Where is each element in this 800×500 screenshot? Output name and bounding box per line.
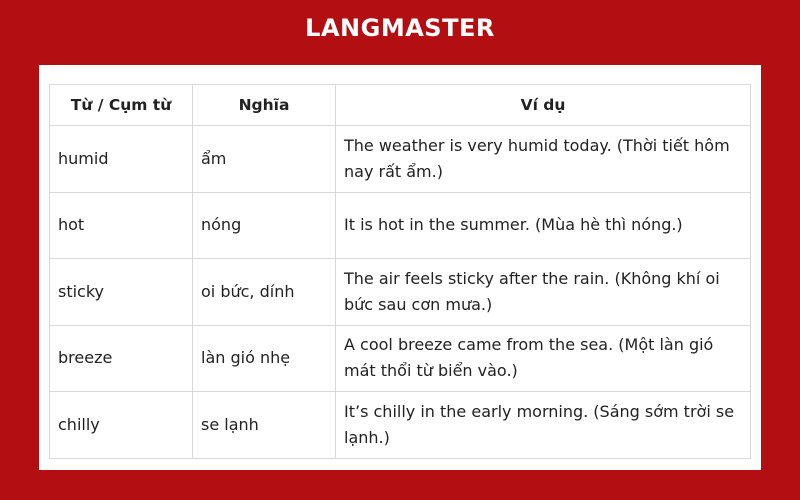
table-row bbox=[50, 126, 751, 193]
column-header-meaning: Nghĩa bbox=[193, 85, 336, 126]
word-cell: chilly bbox=[50, 392, 193, 459]
meaning-cell: ẩm bbox=[193, 126, 336, 193]
word-cell: humid bbox=[50, 126, 193, 193]
example-cell: The weather is very humid today. (Thời tiết hôm nay rất ẩm.) bbox=[336, 126, 751, 193]
meaning-cell: se lạnh bbox=[193, 392, 336, 459]
example-cell: It’s chilly in the early morning. (Sáng sớm trời se lạnh.) bbox=[336, 392, 751, 459]
table-row bbox=[50, 259, 751, 326]
brand-logo: LANGMASTER bbox=[305, 14, 495, 42]
table-header-row bbox=[50, 85, 751, 126]
word-cell: sticky bbox=[50, 259, 193, 326]
meaning-cell: oi bức, dính bbox=[193, 259, 336, 326]
table-row bbox=[50, 392, 751, 459]
vocabulary-card bbox=[39, 65, 761, 470]
meaning-cell: làn gió nhẹ bbox=[193, 325, 336, 392]
example-cell: The air feels sticky after the rain. (Không khí oi bức sau cơn mưa.) bbox=[336, 259, 751, 326]
table-row bbox=[50, 325, 751, 392]
vocabulary-table bbox=[49, 84, 751, 459]
example-cell: It is hot in the summer. (Mùa hè thì nóng.) bbox=[336, 192, 751, 259]
column-header-example: Ví dụ bbox=[336, 85, 751, 126]
word-cell: hot bbox=[50, 192, 193, 259]
word-cell: breeze bbox=[50, 325, 193, 392]
table-row bbox=[50, 192, 751, 259]
column-header-word: Từ / Cụm từ bbox=[50, 85, 193, 126]
meaning-cell: nóng bbox=[193, 192, 336, 259]
example-cell: A cool breeze came from the sea. (Một làn gió mát thổi từ biển vào.) bbox=[336, 325, 751, 392]
